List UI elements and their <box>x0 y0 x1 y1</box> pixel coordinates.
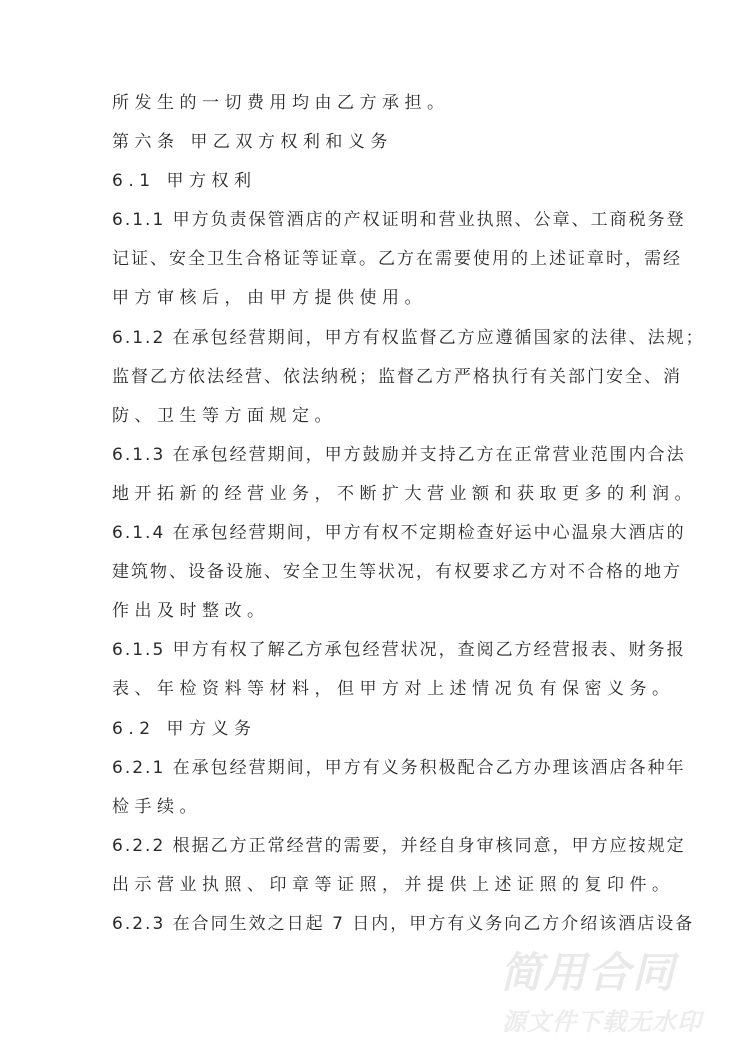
text-line: 所发生的一切费用均由乙方承担。 <box>112 93 450 113</box>
text-line: 第六条 甲乙双方权利和义务 <box>112 132 393 153</box>
text-line: 6.1.2 在承包经营期间，甲方有权监督乙方应遵循国家的法律、法规； <box>112 327 705 348</box>
text-line: 作出及时整改。 <box>112 601 270 622</box>
text-line: 6.1.4 在承包经营期间，甲方有权不定期检查好运中心温泉大酒店的 <box>112 523 686 544</box>
text-line: 6.2 甲方义务 <box>112 718 257 739</box>
text-line: 防、卫生等方面规定。 <box>112 405 337 426</box>
text-line: 建筑物、设备设施、安全卫生等状况，有权要求乙方对不合格的地方 <box>112 562 682 583</box>
text-line: 6.2.2 根据乙方正常经营的需要，并经自身审核同意，甲方应按规定 <box>112 835 686 856</box>
text-line: 记证、安全卫生合格证等证章。乙方在需要使用的上述证章时，需经 <box>112 249 682 270</box>
text-line: 6.1.1 甲方负责保管酒店的产权证明和营业执照、公章、工商税务登 <box>112 210 686 231</box>
text-line: 6.1.5 甲方有权了解乙方承包经营状况，查阅乙方经营报表、财务报 <box>112 640 686 661</box>
text-line: 甲方审核后，由甲方提供使用。 <box>112 288 427 309</box>
watermark-title: 简用合同 <box>500 948 677 997</box>
watermark-subtitle: 源文件下载无水印 <box>502 1008 702 1036</box>
text-line: 6.2.3 在合同生效之日起 7 日内，甲方有义务向乙方介绍该酒店设备 <box>112 913 695 934</box>
text-line: 6.1 甲方权利 <box>112 171 257 192</box>
text-line: 地开拓新的经营业务，不断扩大营业额和获取更多的利润。 <box>112 483 697 504</box>
text-line: 6.2.1 在承包经营期间，甲方有义务积极配合乙方办理该酒店各种年 <box>112 757 686 778</box>
document-page <box>112 92 705 952</box>
text-line: 6.1.3 在承包经营期间，甲方鼓励并支持乙方在正常营业范围内合法 <box>112 444 686 465</box>
text-line: 监督乙方依法经营、依法纳税；监督乙方严格执行有关部门安全、消 <box>112 366 682 387</box>
text-line: 出示营业执照、印章等证照，并提供上述证照的复印件。 <box>112 874 675 895</box>
text-line: 检手续。 <box>112 796 202 817</box>
text-line: 表、年检资料等材料，但甲方对上述情况负有保密义务。 <box>112 679 675 700</box>
